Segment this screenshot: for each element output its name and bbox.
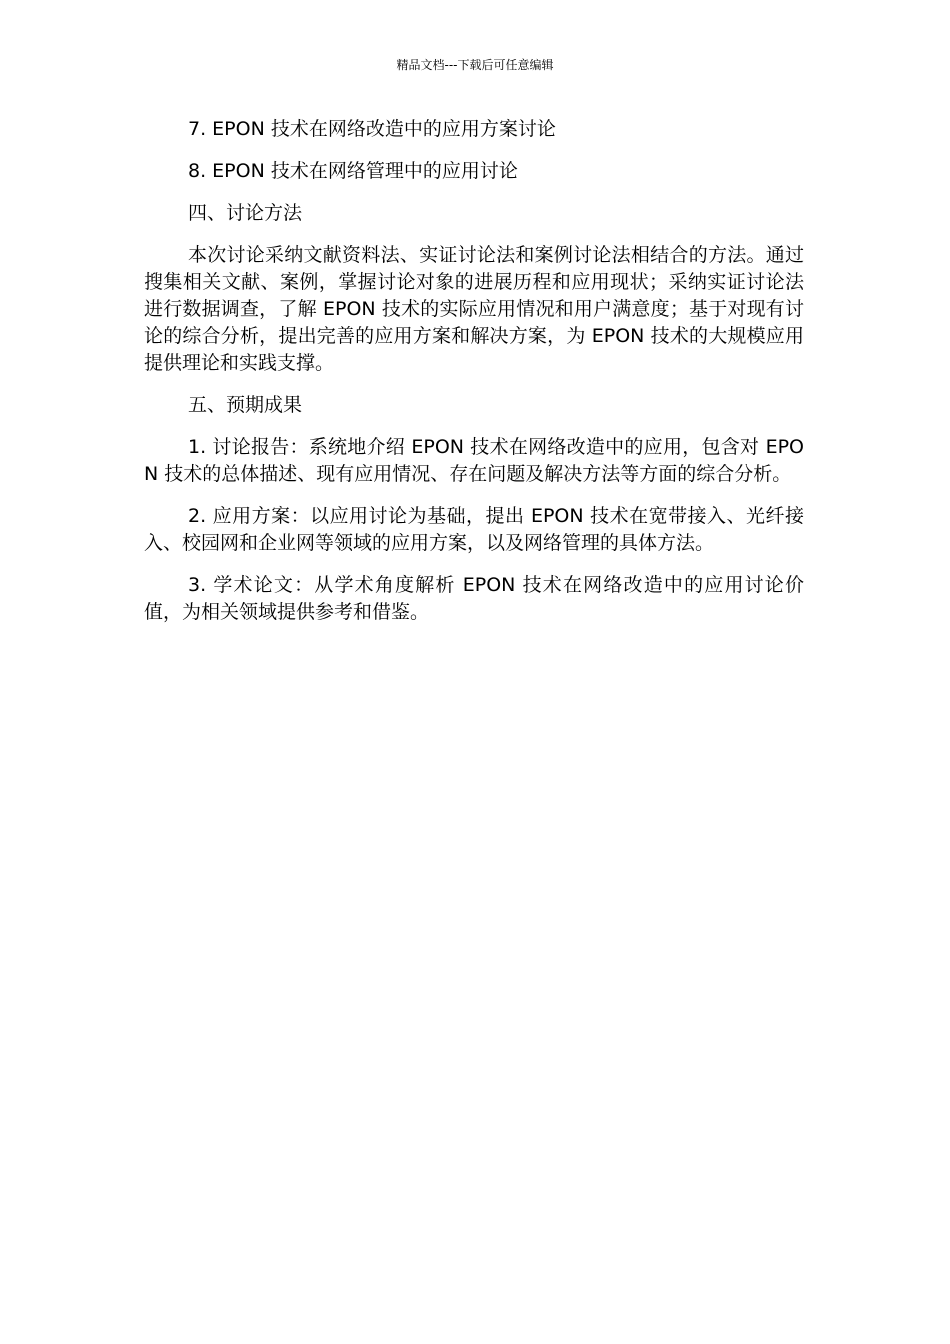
outcome-item-plan: 2. 应用方案：以应用讨论为基础，提出 EPON 技术在宽带接入、光纤接入、校园网和企业网等领域的应用方案，以及网络管理的具体方法。 bbox=[144, 505, 804, 554]
list-item-8: 8. EPON 技术在网络管理中的应用讨论 bbox=[188, 160, 518, 182]
outcome-item-report: 1. 讨论报告：系统地介绍 EPON 技术在网络改造中的应用，包含对 EPON 技术的总体描述、现有应用情况、存在问题及解决方法等方面的综合分析。 bbox=[144, 436, 804, 485]
outcome-item-paper: 3. 学术论文：从学术角度解析 EPON 技术在网络改造中的应用讨论价值，为相关领域提供参考和借鉴。 bbox=[144, 574, 804, 623]
document-body bbox=[144, 116, 804, 641]
section-heading-outcomes: 五、预期成果 bbox=[188, 394, 303, 416]
page-header: 精品文档---下载后可任意编辑 bbox=[396, 58, 554, 72]
section-heading-methods: 四、讨论方法 bbox=[188, 202, 303, 224]
methods-paragraph: 本次讨论采纳文献资料法、实证讨论法和案例讨论法相结合的方法。通过搜集相关文献、案例，掌握讨论对象的进展历程和应用现状；采纳实证讨论法进行数据调查，了解 EPON 技术的实际应用情况和用户满意度；基于对现有讨论的综合分析，提出完善的应用方案和解决方案，为 EPON 技术的大规模应用提供理论和实践支撑。 bbox=[144, 244, 804, 374]
list-item-7: 7. EPON 技术在网络改造中的应用方案讨论 bbox=[188, 118, 556, 140]
